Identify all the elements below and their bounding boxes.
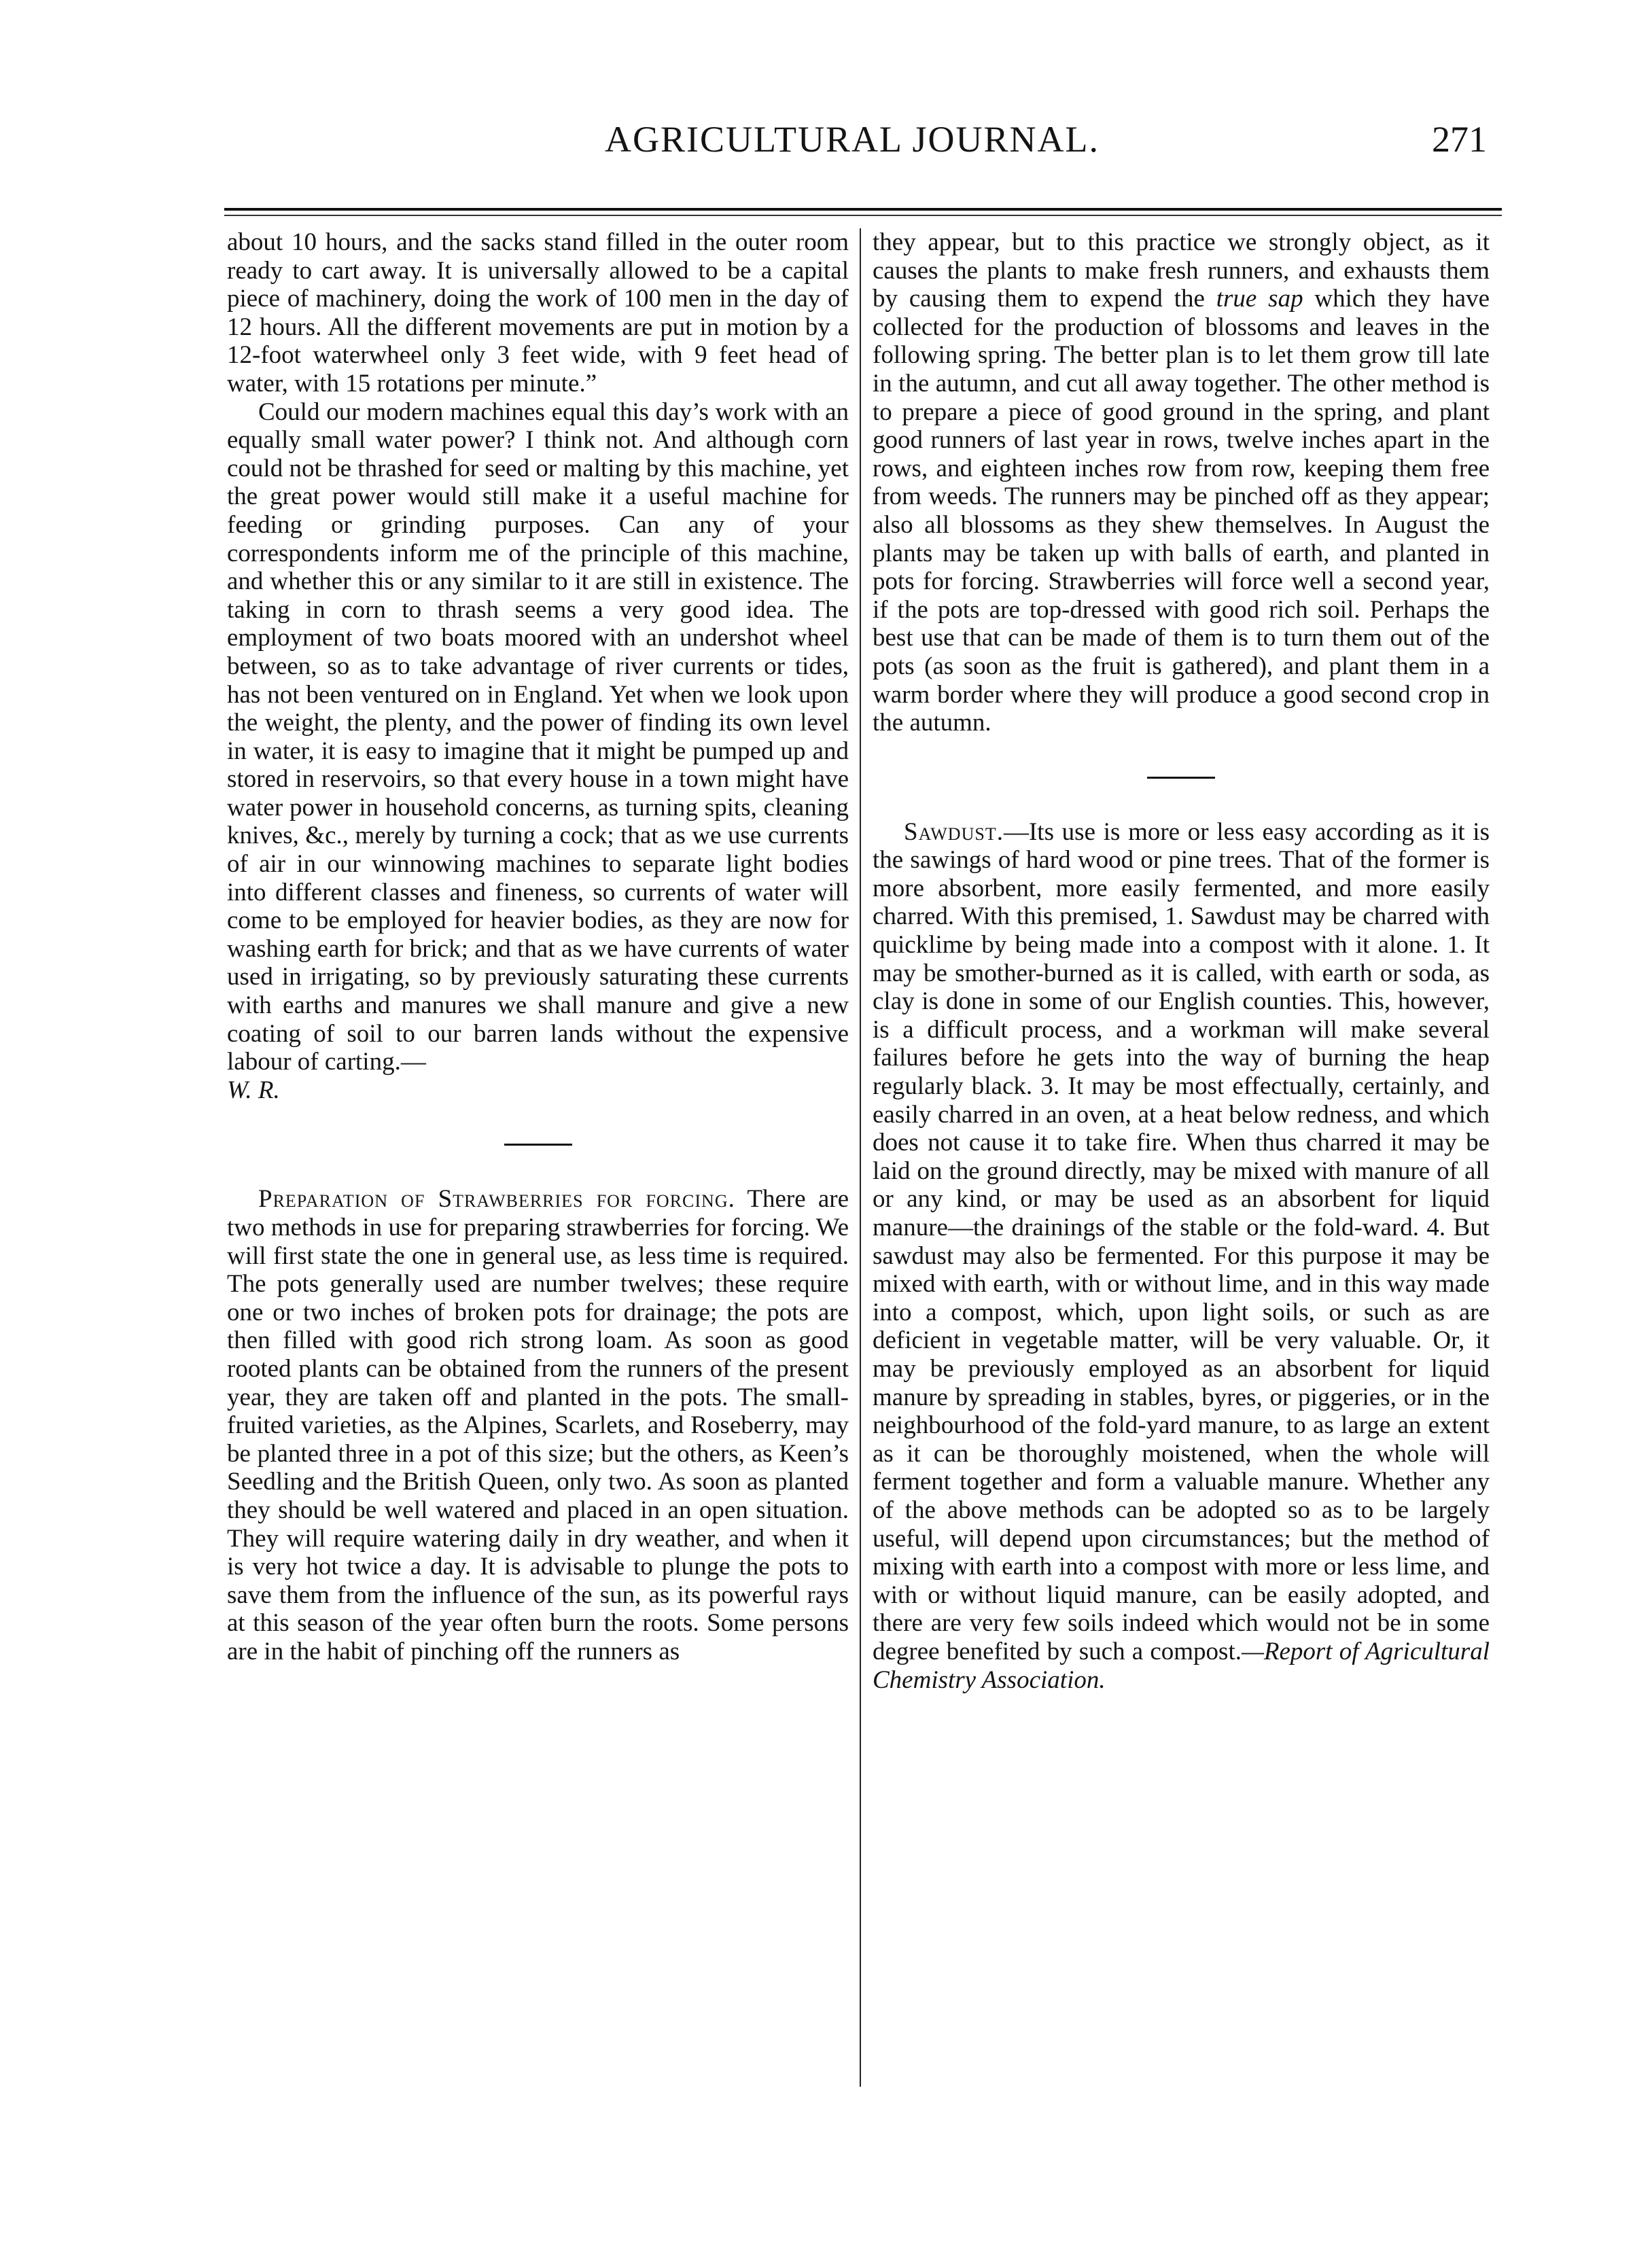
strawberry-continued — [873, 228, 1490, 737]
sawdust-heading: Sawdust. — [904, 817, 1004, 846]
strawberry-body: There are two methods in use for preparing strawberries for forcing. We will first state the one in general use, as less time is required. The pots generally used are number twelves; these require one or two inches of broken pots for drainage; the pots are then filled with good rich strong loam. As soon as good rooted plants can be obtained from the runners of the present year, they are taken off and planted in the pots. The small-fruited varieties, as the Alpines, Scarlets, and Roseberry, may be planted three in a pot of this size; but the others, as Keen’s Seedling and the British Queen, only two. As soon as planted they should be well watered and placed in an open situation. They will require watering daily in dry weather, and when it is very hot twice a day. It is advisable to plunge the pots to save them from the influence of the sun, as its powerful rays at this season of the year often burn the roots. Some persons are in the habit of pinching off the runners as — [227, 1185, 849, 1665]
page-number: 271 — [1432, 119, 1487, 160]
column-divider — [860, 228, 861, 2087]
header-rule-thin — [224, 215, 1502, 216]
section-divider-right — [1147, 777, 1215, 779]
strawberry-cont-b: which they have collected for the production of blossoms and leaves in the following spring. The better plan is to let them grow till late in the autumn, and cut all away together. The other method is to prepare a piece of good ground in the spring, and plant good runners of last year in rows, twelve inches apart in the rows, and eighteen inches row from row, keeping them free from weeds. The runners may be pinched off as they appear; also all blossoms as they shew themselves. In August the plants may be taken up with balls of earth, and planted in pots for forcing. Strawberries will force well a second year, if the pots are top-dressed with good rich soil. Perhaps the best use that can be made of them is to turn them out of the pots (as soon as the fruit is gathered), and plant them in a warm border where they will produce a good second crop in the autumn. — [873, 285, 1490, 737]
paragraph-water-power: Could our modern machines equal this day’s work with an equally small water power? I think not. And although corn could not be thrashed for seed or malting by this machine, yet the great power would still make it a useful machine for feeding or grinding purposes. Can any of your correspondents inform me of the principle of this machine, and whether this or any similar to it are still in existence. The taking in corn to thrash seems a very good idea. The employment of two boats moored with an undershot wheel between, so as to take advantage of river currents or tides, has not been ventured on in England. Yet when we look upon the weight, the plenty, and the power of finding its own level in water, it is easy to imagine that it might be pumped up and stored in reservoirs, so that every house in a town might have water power in household concerns, as turning spits, cleaning knives, &c., merely by turning a cock; that as we use currents of air in our winnowing machines to separate light bodies into different classes and fineness, so currents of water will come to be employed for heavier bodies, as they are now for washing earth for brick; and that as we have currents of water used in irrigating, so by previously saturating these currents with earths and manures we shall manure and give a new coating of soil to our barren lands without the expensive labour of carting.— — [227, 398, 849, 1076]
strawberry-heading: Preparation of Strawberries for forcing. — [258, 1185, 735, 1214]
sawdust-source: —Report of Agricultural Chemistry Association. — [873, 1637, 1490, 1694]
paragraph-continued: about 10 hours, and the sacks stand filled in the outer room ready to cart away. It is universally allowed to be a capital piece of machinery, doing the work of 100 men in the day of 12 hours. All the different movements are put in motion by a 12-foot waterwheel only 3 feet wide, with 9 feet head of water, with 15 rotations per minute.” — [227, 228, 849, 398]
section-divider — [504, 1144, 572, 1146]
sawdust-body: —Its use is more or less easy according as it is the sawings of hard wood or pine trees. That of the former is more absorbent, more easily fermented, and more easily charred. With this premised, 1. Sawdust may be charred with quicklime by being made into a compost with it alone. 1. It may be smother-burned as it is called, with earth or soda, as clay is done in some of our English counties. This, however, is a difficult process, and a workman will make several failures before he gets into the way of burning the heap regularly black. 3. It may be most effectually, certainly, and easily charred in an oven, at a heat below redness, and which does not cause it to take fire. When thus charred it may be laid on the ground directly, may be mixed with manure of all or any kind, or may be used as an absorbent for liquid manure—the drainings of the stable or the fold-ward. 4. But sawdust may also be fermented. For this purpose it may be mixed with earth, with or without lime, and in this way made into a compost, which, upon light soils, or such as are deficient in vegetable matter, will be very valuable. Or, it may be previously employed as an absorbent for liquid manure by spreading in stables, byres, or piggeries, or in the neighbourhood of the fold-yard manure, to as large an extent as it can be thoroughly moistened, when the whole will ferment together and form a valuable manure. Whether any of the above methods can be adopted so as to be largely useful, will depend upon circumstances; but the method of mixing with earth into a compost with more or less lime, and with or without liquid manure, can be easily adopted, and there are very few soils indeed which would not be in some degree benefited by such a compost. — [873, 817, 1490, 1665]
strawberry-article — [227, 1185, 849, 1665]
running-title: AGRICULTURAL JOURNAL. — [605, 119, 1100, 160]
right-column — [873, 228, 1490, 1694]
header-rule — [224, 208, 1502, 211]
true-sap-emphasis: true sap — [1216, 285, 1303, 313]
strawberry-cont-a: they appear, but to this practice we strongly object, as it causes the plants to make fresh runners, and exhausts them by causing them to expend the — [873, 228, 1490, 313]
sawdust-article — [873, 818, 1490, 1694]
author-signature: W. R. — [227, 1076, 280, 1104]
left-column — [227, 228, 849, 1666]
page-header — [224, 114, 1502, 166]
